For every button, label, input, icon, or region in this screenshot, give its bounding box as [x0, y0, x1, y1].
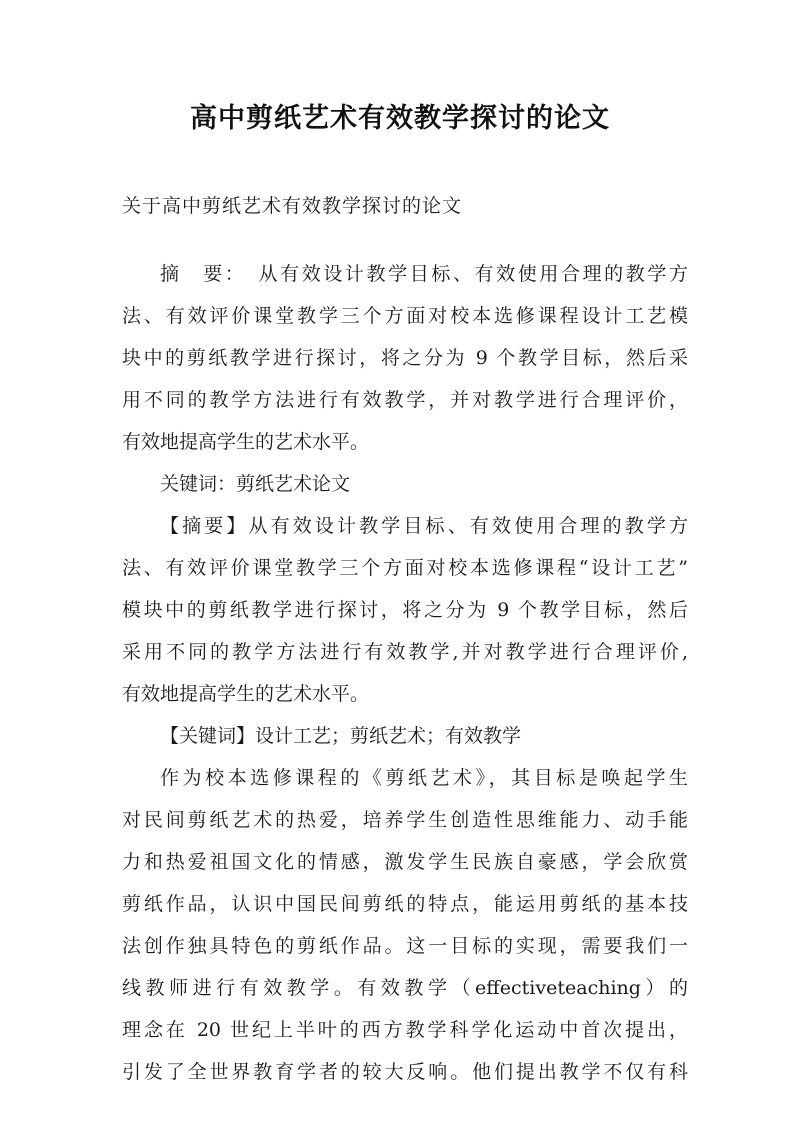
document-title: 高中剪纸艺术有效教学探讨的论文: [190, 103, 610, 134]
keywords-line: 关键词：剪纸艺术论文: [160, 473, 351, 495]
summary-line: 法、有效评价课堂教学三个方面对校本选修课程“设计工艺”: [122, 557, 688, 579]
body-line: 法创作独具特色的剪纸作品。这一目标的实现，需要我们一: [122, 935, 688, 957]
abstract-line: 块中的剪纸教学进行探讨，将之分为 9 个教学目标，然后采: [122, 347, 688, 369]
body-line: 剪纸作品，认识中国民间剪纸的特点，能运用剪纸的基本技: [122, 893, 688, 915]
abstract-line: 摘 要： 从有效设计教学目标、有效使用合理的教学方: [160, 263, 688, 285]
summary-line: 模块中的剪纸教学进行探讨，将之分为 9 个教学目标，然后: [122, 599, 688, 621]
summary-line: 采用不同的教学方法进行有效教学,并对教学进行合理评价,: [122, 641, 688, 663]
body-line: 对民间剪纸艺术的热爱，培养学生创造性思维能力、动手能: [122, 809, 688, 831]
body-line: 作为校本选修课程的《剪纸艺术》，其目标是唤起学生: [160, 767, 688, 789]
body-line: 引发了全世界教育学者的较大反响。他们提出教学不仅有科: [122, 1061, 688, 1083]
body-line: 理念在 20 世纪上半叶的西方教学科学化运动中首次提出，: [122, 1019, 688, 1041]
abstract-line: 有效地提高学生的艺术水平。: [122, 431, 370, 453]
summary-line: 【摘要】从有效设计教学目标、有效使用合理的教学方: [160, 515, 688, 537]
abstract-line: 用不同的教学方法进行有效教学，并对教学进行合理评价，: [122, 389, 688, 411]
summary-line: 有效地提高学生的艺术水平。: [122, 683, 370, 705]
body-line: 力和热爱祖国文化的情感，激发学生民族自豪感，学会欣赏: [122, 851, 688, 873]
body-line: 线教师进行有效教学。有效教学（effectiveteaching）的: [122, 977, 688, 999]
keywords-line: 【关键词】设计工艺；剪纸艺术；有效教学: [160, 725, 522, 747]
abstract-line: 法、有效评价课堂教学三个方面对校本选修课程设计工艺模: [122, 305, 688, 327]
document-subtitle: 关于高中剪纸艺术有效教学探讨的论文: [122, 195, 463, 217]
